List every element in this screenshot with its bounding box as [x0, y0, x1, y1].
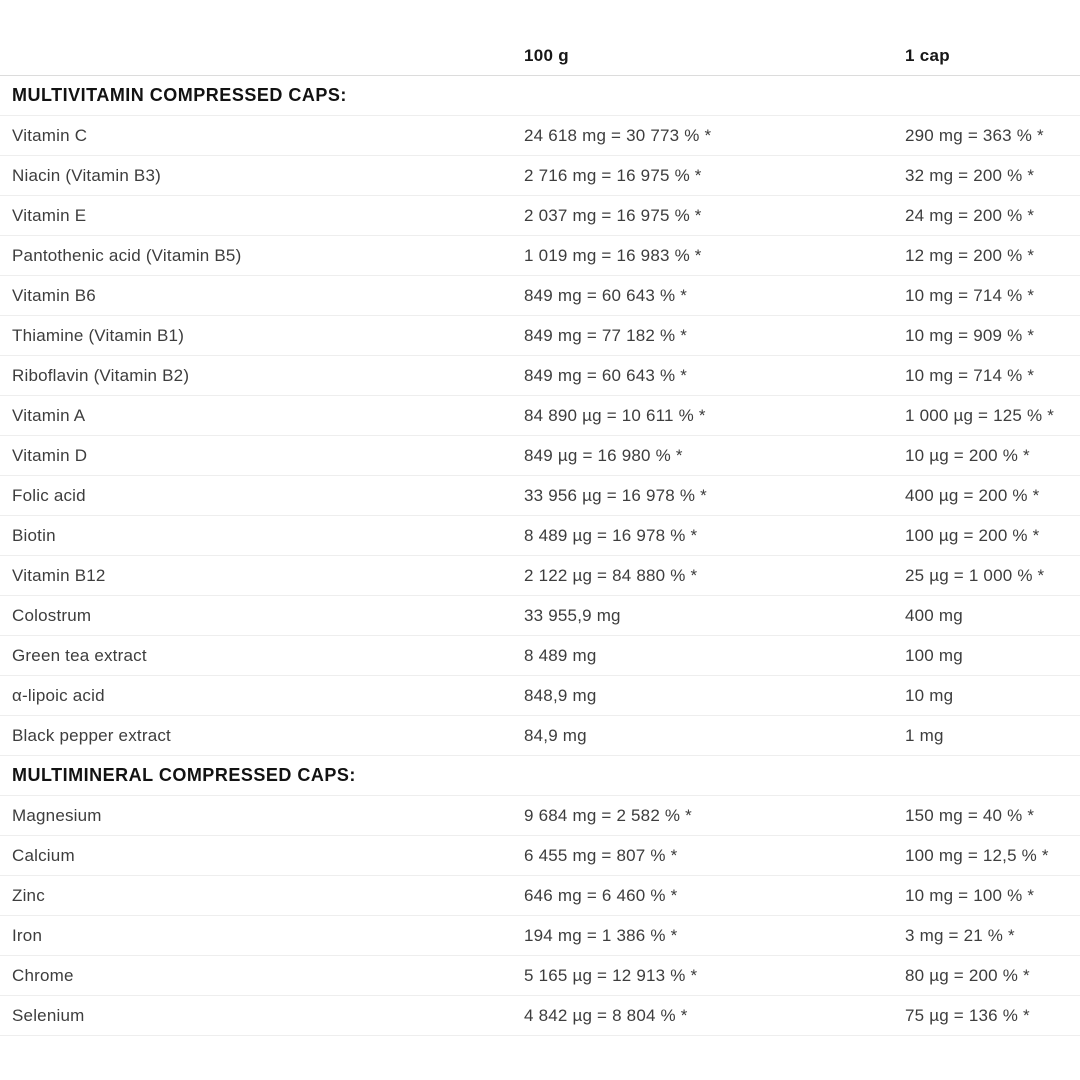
table-row — [0, 716, 1080, 756]
ingredient-name: Colostrum — [12, 605, 92, 625]
ingredient-name: Vitamin B6 — [12, 285, 96, 305]
table-row — [0, 676, 1080, 716]
section-title: MULTIMINERAL COMPRESSED CAPS: — [12, 765, 356, 785]
value-per-cap: 24 mg = 200 % * — [905, 205, 1035, 225]
table-row — [0, 836, 1080, 876]
table-row — [0, 396, 1080, 436]
value-per-cap: 1 000 µg = 125 % * — [905, 405, 1055, 425]
table-row — [0, 356, 1080, 396]
column-header-100g: 100 g — [524, 45, 569, 65]
ingredient-name: α-lipoic acid — [12, 685, 105, 705]
value-per-100g: 194 mg = 1 386 % * — [524, 925, 678, 945]
table-row — [0, 196, 1080, 236]
value-per-100g: 849 mg = 60 643 % * — [524, 365, 688, 385]
value-per-100g: 8 489 µg = 16 978 % * — [524, 525, 698, 545]
value-per-cap: 10 µg = 200 % * — [905, 445, 1030, 465]
ingredient-name: Calcium — [12, 845, 75, 865]
table-row — [0, 516, 1080, 556]
table-row — [0, 996, 1080, 1036]
table-row — [0, 876, 1080, 916]
table-row — [0, 116, 1080, 156]
value-per-cap: 1 mg — [905, 725, 944, 745]
value-per-100g: 849 mg = 77 182 % * — [524, 325, 688, 345]
value-per-cap: 100 mg — [905, 645, 963, 665]
value-per-cap: 10 mg = 714 % * — [905, 365, 1035, 385]
value-per-cap: 12 mg = 200 % * — [905, 245, 1035, 265]
ingredient-name: Vitamin E — [12, 205, 87, 225]
value-per-cap: 25 µg = 1 000 % * — [905, 565, 1045, 585]
table-row — [0, 436, 1080, 476]
ingredient-name: Iron — [12, 925, 43, 945]
column-header-1cap: 1 cap — [905, 45, 950, 65]
value-per-cap: 3 mg = 21 % * — [905, 925, 1015, 945]
value-per-cap: 400 µg = 200 % * — [905, 485, 1040, 505]
table-row — [0, 956, 1080, 996]
value-per-100g: 6 455 mg = 807 % * — [524, 845, 678, 865]
table-row — [0, 156, 1080, 196]
value-per-100g: 5 165 µg = 12 913 % * — [524, 965, 698, 985]
ingredient-name: Zinc — [12, 885, 45, 905]
value-per-100g: 84 890 µg = 10 611 % * — [524, 405, 706, 425]
value-per-cap: 10 mg = 714 % * — [905, 285, 1035, 305]
value-per-cap: 100 µg = 200 % * — [905, 525, 1040, 545]
ingredient-name: Chrome — [12, 965, 74, 985]
ingredient-name: Biotin — [12, 525, 56, 545]
section-title: MULTIVITAMIN COMPRESSED CAPS: — [12, 85, 347, 105]
value-per-100g: 849 µg = 16 980 % * — [524, 445, 683, 465]
value-per-100g: 33 956 µg = 16 978 % * — [524, 485, 707, 505]
value-per-100g: 849 mg = 60 643 % * — [524, 285, 688, 305]
ingredient-name: Green tea extract — [12, 645, 147, 665]
value-per-100g: 24 618 mg = 30 773 % * — [524, 125, 712, 145]
value-per-cap: 400 mg — [905, 605, 963, 625]
value-per-100g: 646 mg = 6 460 % * — [524, 885, 678, 905]
ingredient-name: Niacin (Vitamin B3) — [12, 165, 161, 185]
value-per-100g: 2 716 mg = 16 975 % * — [524, 165, 702, 185]
table-row — [0, 316, 1080, 356]
table-row — [0, 556, 1080, 596]
value-per-cap: 10 mg = 909 % * — [905, 325, 1035, 345]
value-per-cap: 290 mg = 363 % * — [905, 125, 1044, 145]
ingredient-name: Riboflavin (Vitamin B2) — [12, 365, 190, 385]
ingredient-name: Thiamine (Vitamin B1) — [12, 325, 185, 345]
value-per-100g: 2 122 µg = 84 880 % * — [524, 565, 698, 585]
ingredient-name: Vitamin D — [12, 445, 88, 465]
value-per-100g: 848,9 mg — [524, 685, 597, 705]
value-per-cap: 150 mg = 40 % * — [905, 805, 1035, 825]
table-row — [0, 596, 1080, 636]
ingredient-name: Black pepper extract — [12, 725, 171, 745]
ingredient-name: Vitamin C — [12, 125, 88, 145]
value-per-100g: 1 019 mg = 16 983 % * — [524, 245, 702, 265]
value-per-cap: 80 µg = 200 % * — [905, 965, 1030, 985]
ingredient-name: Pantothenic acid (Vitamin B5) — [12, 245, 242, 265]
table-row — [0, 796, 1080, 836]
table-header-row — [0, 36, 1080, 76]
nutrition-table-body — [0, 76, 1080, 1036]
value-per-100g: 9 684 mg = 2 582 % * — [524, 805, 692, 825]
ingredient-name: Selenium — [12, 1005, 85, 1025]
table-row — [0, 276, 1080, 316]
value-per-100g: 8 489 mg — [524, 645, 597, 665]
value-per-100g: 84,9 mg — [524, 725, 587, 745]
ingredient-name: Vitamin B12 — [12, 565, 106, 585]
value-per-cap: 32 mg = 200 % * — [905, 165, 1035, 185]
value-per-cap: 10 mg = 100 % * — [905, 885, 1035, 905]
ingredient-name: Folic acid — [12, 485, 86, 505]
section-header — [0, 756, 1080, 796]
value-per-100g: 4 842 µg = 8 804 % * — [524, 1005, 688, 1025]
section-header — [0, 76, 1080, 116]
table-row — [0, 916, 1080, 956]
ingredient-name: Magnesium — [12, 805, 102, 825]
table-row — [0, 236, 1080, 276]
value-per-cap: 100 mg = 12,5 % * — [905, 845, 1049, 865]
value-per-cap: 10 mg — [905, 685, 954, 705]
table-row — [0, 636, 1080, 676]
value-per-100g: 33 955,9 mg — [524, 605, 621, 625]
value-per-100g: 2 037 mg = 16 975 % * — [524, 205, 702, 225]
ingredient-name: Vitamin A — [12, 405, 86, 425]
table-row — [0, 476, 1080, 516]
value-per-cap: 75 µg = 136 % * — [905, 1005, 1030, 1025]
